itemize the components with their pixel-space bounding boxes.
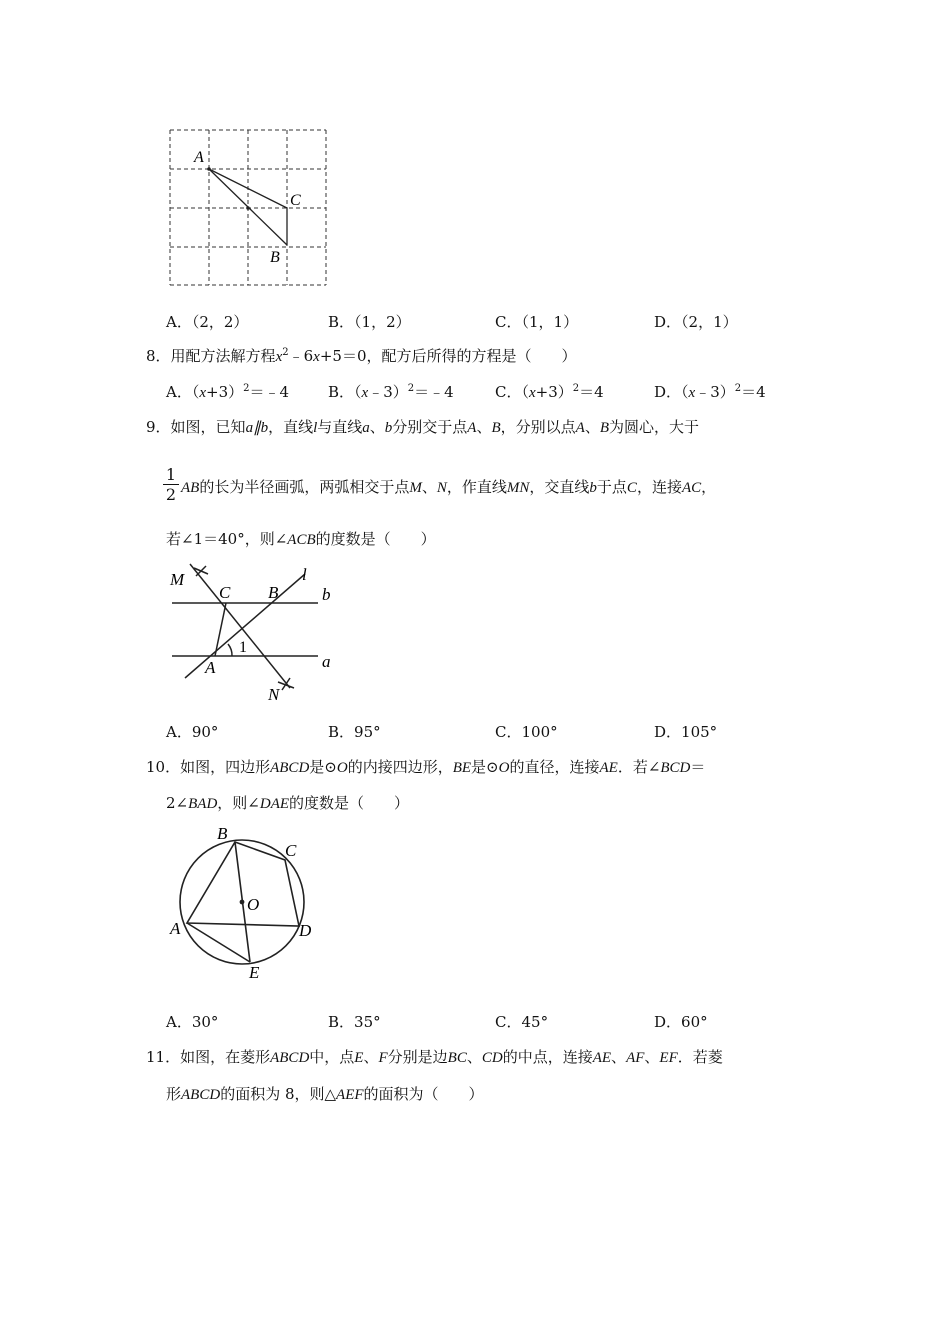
q9-stem-line1: 9．如图，已知a∥b，直线l与直线a、b分别交于点A、B，分别以点A、B为圆心，大于 <box>146 418 700 436</box>
q10-option-a[interactable]: A．30° <box>166 1013 219 1031</box>
q8-option-c[interactable]: C．$(x+3)^2=4$ <box>495 383 604 401</box>
q9-stem-line3: 若∠1＝40°，则∠ACB的度数是（ ） <box>166 530 436 548</box>
q8-stem: 8．用配方法解方程$x^2﹣6x+5=0$，配方后所得的方程是（ ） <box>146 347 577 365</box>
q10-stem-line1: 10．如图，四边形ABCD是⊙O的内接四边形，BE是⊙O的直径，连接AE．若∠BCD＝ <box>146 758 706 776</box>
q7-label-b: B <box>270 249 280 266</box>
q9-parallel-lines-figure <box>160 560 350 710</box>
q10-label-a: A <box>170 919 181 938</box>
q10-option-c[interactable]: C．45° <box>495 1013 549 1031</box>
q7-options <box>166 311 806 333</box>
q7-label-c: C <box>290 192 301 209</box>
q8-option-d[interactable]: D．（x﹣3）$^2$＝4 <box>654 383 766 401</box>
q9-options <box>166 721 806 743</box>
q7-option-c[interactable]: C．（1，1） <box>495 313 579 331</box>
q10-circle-figure <box>165 822 325 984</box>
q10-options <box>166 1011 806 1033</box>
q9-fraction-num: 1 <box>165 465 177 484</box>
q9-fraction <box>163 466 179 503</box>
q9-label-l: l <box>302 565 307 584</box>
q9-option-d[interactable]: D．105° <box>654 723 718 741</box>
q9-label-b-line: b <box>322 585 331 604</box>
q8-option-b[interactable]: B．（x﹣3）$^2$＝﹣4 <box>328 383 454 401</box>
q10-option-d[interactable]: D．60° <box>654 1013 708 1031</box>
q7-option-b[interactable]: B．（1，2） <box>328 313 411 331</box>
q10-stem-line2: 2∠BAD，则∠DAE的度数是（ ） <box>166 794 410 812</box>
q10-label-e: E <box>249 963 260 982</box>
q9-stem-line2: AB的长为半径画弧，两弧相交于点M、N，作直线MN，交直线b于点C，连接AC， <box>181 478 717 496</box>
q7-label-a: A <box>194 149 204 166</box>
q11-stem-line1: 11．如图，在菱形ABCD中，点E、F分别是边BC、CD的中点，连接AE、AF、EF．若菱 <box>146 1048 723 1066</box>
q9-label-n: N <box>268 685 280 704</box>
q10-label-b: B <box>217 824 228 843</box>
q9-option-a[interactable]: A．90° <box>166 723 219 741</box>
q11-stem-line2: 形ABCD的面积为 8，则△AEF的面积为（ ） <box>166 1085 484 1103</box>
q9-fraction-den: 2 <box>165 485 177 504</box>
q7-grid-figure <box>160 120 340 295</box>
q10-label-o: O <box>247 895 260 914</box>
q7-option-d[interactable]: D．（2，1） <box>654 313 738 331</box>
q9-option-c[interactable]: C．100° <box>495 723 558 741</box>
q9-label-a-point: A <box>205 658 216 677</box>
q10-option-b[interactable]: B．35° <box>328 1013 381 1031</box>
q9-option-b[interactable]: B．95° <box>328 723 381 741</box>
q11-number: 11． <box>146 1048 181 1066</box>
q8-options <box>166 381 806 403</box>
q9-label-angle-1: 1 <box>239 639 247 656</box>
q7-option-a[interactable]: A．（2，2） <box>166 313 249 331</box>
q9-number: 9． <box>146 418 171 436</box>
q8-number: 8． <box>146 347 171 365</box>
q9-label-m: M <box>170 570 185 589</box>
q10-label-c: C <box>285 841 297 860</box>
q9-label-c: C <box>219 583 231 602</box>
q8-option-a[interactable]: A．$(x+3)^2=﹣4$ <box>166 383 290 401</box>
q9-label-a-line: a <box>322 652 331 671</box>
q10-number: 10． <box>146 758 181 776</box>
q9-label-b-point: B <box>268 583 279 602</box>
q10-label-d: D <box>299 921 312 940</box>
